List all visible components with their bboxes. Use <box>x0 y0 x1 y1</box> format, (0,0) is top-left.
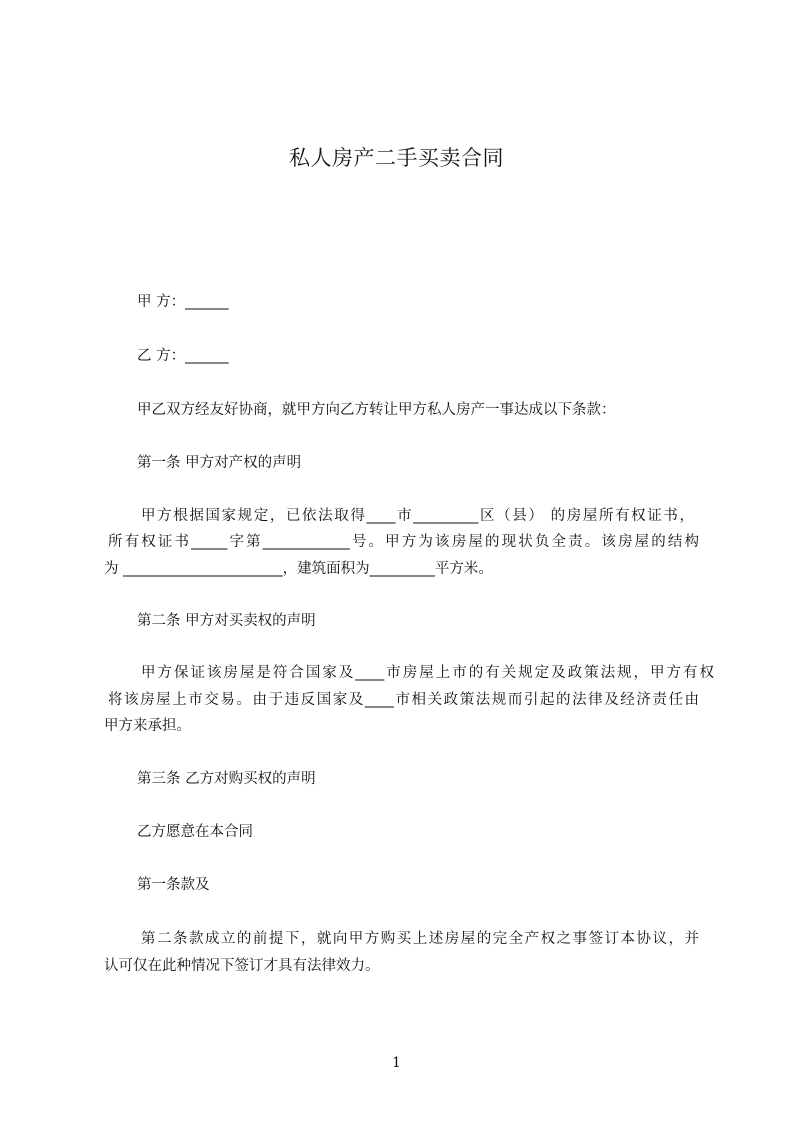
party-a-line: 甲 方：______ <box>137 294 229 310</box>
article-3-paragraph-2: 第一条款及 <box>137 877 210 893</box>
article-3-paragraph-1: 乙方愿意在本合同 <box>137 824 253 840</box>
article-2-line-3: 甲方来承担。 <box>104 718 191 734</box>
article-2-heading: 第二条 甲方对买卖权的声明 <box>137 613 316 629</box>
article-3-heading: 第三条 乙方对购买权的声明 <box>137 771 316 787</box>
article-2-line-2: 将该房屋上市交易。由于违反国家及____市相关政策法规而引起的法律及经济责任由 <box>108 692 699 708</box>
document-title: 私人房产二手买卖合同 <box>289 146 504 170</box>
article-2-line-1: 甲方保证该房屋是符合国家及____市房屋上市的有关规定及政策法规，甲方有权 <box>141 665 714 681</box>
article-3-line-1: 第二条款成立的前提下，就向甲方购买上述房屋的完全产权之事签订本协议，并 <box>141 931 699 947</box>
article-3-line-2: 认可仅在此种情况下签订才具有法律效力。 <box>104 958 380 974</box>
intro-paragraph: 甲乙双方经友好协商，就甲方向乙方转让甲方私人房产一事达成以下条款： <box>137 402 616 418</box>
party-b-line: 乙 方：______ <box>137 348 229 364</box>
article-1-heading: 第一条 甲方对产权的声明 <box>137 455 302 471</box>
article-1-line-2: 所有权证书_____字第____________号。甲方为该房屋的现状负全责。该房屋的结构 <box>108 534 699 550</box>
page-number: 1 <box>392 1055 401 1071</box>
article-1-line-3: 为 ______________________，建筑面积为_________平方米。 <box>104 561 493 577</box>
article-1-line-1: 甲方根据国家规定，已依法取得____市_________区（县） 的房屋所有权证书， <box>141 508 694 524</box>
